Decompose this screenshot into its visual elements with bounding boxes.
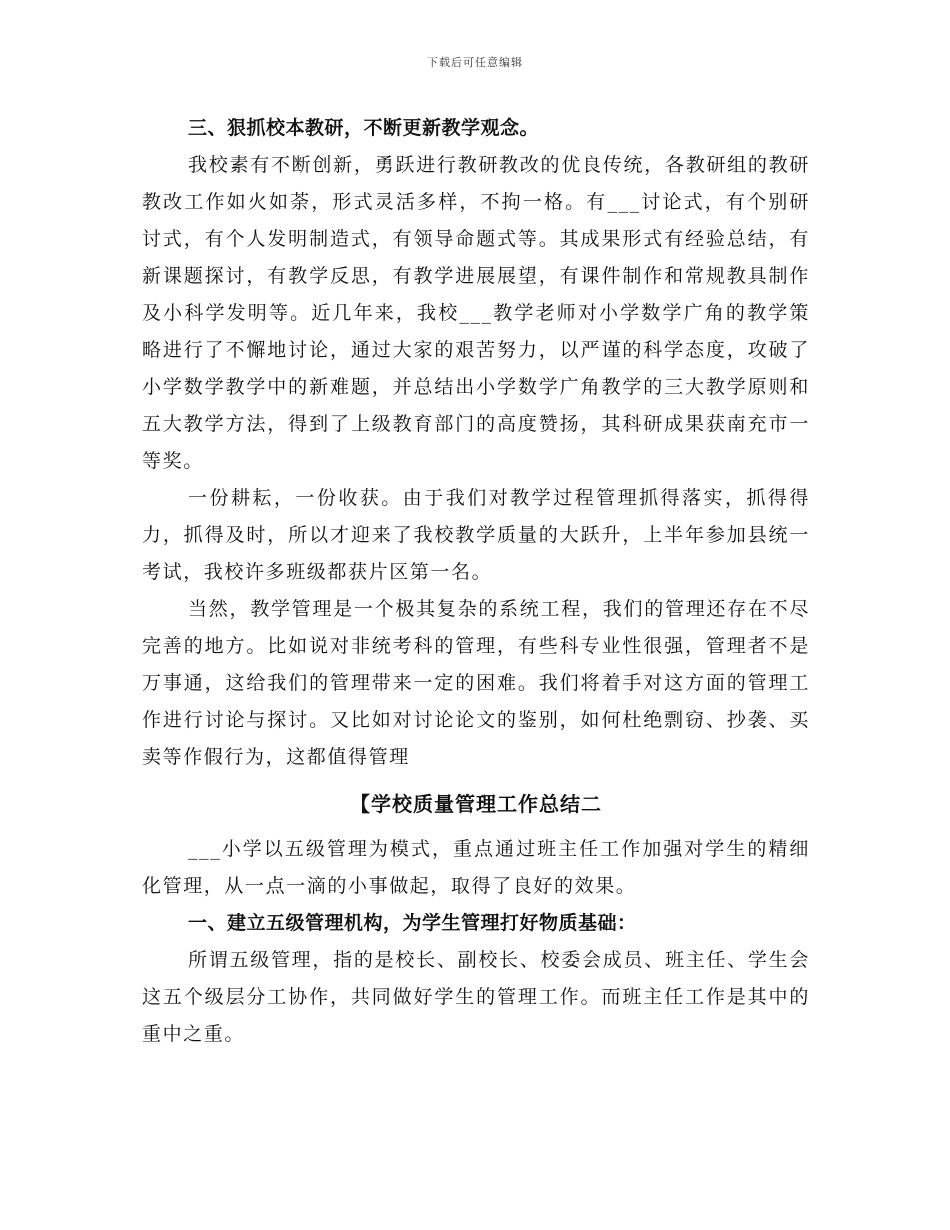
section-heading-1: 一、建立五级管理机构，为学生管理打好物质基础： bbox=[188, 912, 637, 934]
summary-two-title: 【学校质量管理工作总结二 bbox=[350, 792, 602, 816]
section-heading-3: 三、狠抓校本教研，不断更新教学观念。 bbox=[188, 117, 540, 139]
paragraph-harvest: 一份耕耘，一份收获。由于我们对教学过程管理抓得落实，抓得得力，抓得及时，所以才迎来了我校教学质量的大跃升，上半年参加县统一考试，我校许多班级都获片区第一名。 bbox=[142, 487, 810, 583]
paragraph-teaching-research: 我校素有不断创新，勇跃进行教研教改的优良传统，各教研组的教研教改工作如火如荼，形式灵活多样，不拘一格。有___讨论式，有个别研讨式，有个人发明制造式，有领导命题式等。其成果形式有经验总结，有新课题探讨，有教学反思，有教学进展展望，有课件制作和常规教具制作及小科学发明等。近几年来，我校___教学老师对小学数学广角的教学策略进行了不懈地讨论，通过大家的艰苦努力，以严谨的科学态度，攻破了小学数学教学中的新难题，并总结出小学数学广角教学的三大教学原则和五大教学方法，得到了上级教育部门的高度赞扬，其科研成果获南充市一等奖。 bbox=[142, 154, 810, 472]
header-note: 下载后可任意编辑 bbox=[427, 56, 523, 69]
paragraph-shortcomings: 当然，教学管理是一个极其复杂的系统工程，我们的管理还存在不尽完善的地方。比如说对非统考科的管理，有些科专业性很强，管理者不是万事通，这给我们的管理带来一定的困难。我们将着手对这方面的管理工作进行讨论与探讨。又比如对讨论论文的鉴别，如何杜绝剽窃、抄袭、买卖等作假行为，这都值得管理 bbox=[142, 598, 810, 768]
paragraph-five-level-definition: 所谓五级管理，指的是校长、副校长、校委会成员、班主任、学生会这五个级层分工协作，共同做好学生的管理工作。而班主任工作是其中的重中之重。 bbox=[142, 949, 810, 1045]
document-body bbox=[142, 110, 810, 1053]
paragraph-five-level-intro: ___小学以五级管理为模式，重点通过班主任工作加强对学生的精细化管理，从一点一滴的小事做起，取得了良好的效果。 bbox=[142, 838, 810, 897]
